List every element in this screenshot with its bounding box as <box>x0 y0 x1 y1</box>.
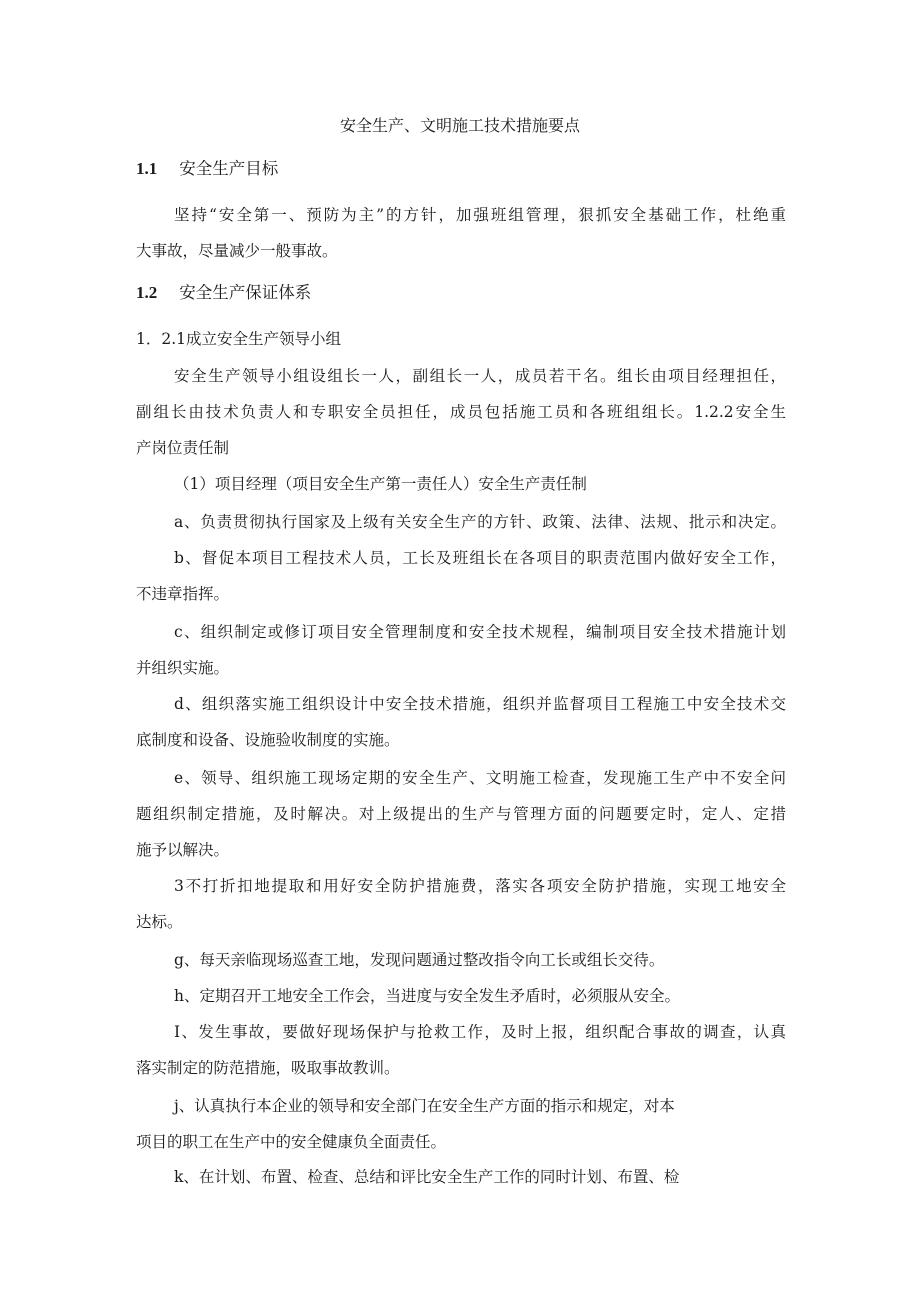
paragraph-line: 施予以解决。 <box>136 841 230 859</box>
section-heading-1-2 <box>136 282 311 304</box>
list-item: c、组织制定或修订项目安全管理制度和安全技术规程，编制项目安全技术措施计划 <box>174 623 786 641</box>
section-number: 1.2 <box>136 283 158 302</box>
list-item: d、组织落实施工组织设计中安全技术措施，组织并监督项目工程施工中安全技术交 <box>174 695 786 713</box>
paragraph-line: 并组织实施。 <box>136 659 230 677</box>
list-item: e、领导、组织施工现场定期的安全生产、文明施工检查，发现施工生产中不安全问 <box>174 769 786 787</box>
paragraph-line: 落实制定的防范措施，吸取事故教训。 <box>136 1059 400 1077</box>
list-item: b、督促本项目工程技术人员，工长及班组长在各项目的职责范围内做好安全工作， <box>174 549 786 567</box>
paragraph-line: 底制度和设备、设施验收制度的实施。 <box>136 731 400 749</box>
list-item: a、负责贯彻执行国家及上级有关安全生产的方针、政策、法律、法规、批示和决定。 <box>174 513 786 531</box>
list-item: j、认真执行本企业的领导和安全部门在安全生产方面的指示和规定，对本 <box>174 1097 675 1115</box>
list-item-heading: （1）项目经理（项目安全生产第一责任人）安全生产责任制 <box>174 475 587 493</box>
paragraph-line: 坚持“安全第一、预防为主”的方针，加强班组管理，狠抓安全基础工作，杜绝重 <box>174 206 786 224</box>
section-number: 1.1 <box>136 159 158 178</box>
paragraph-line: 题组织制定措施，及时解决。对上级提出的生产与管理方面的问题要定时，定人、定措 <box>136 805 786 823</box>
list-item: I、发生事故，要做好现场保护与抢救工作，及时上报，组织配合事故的调查，认真 <box>174 1023 786 1041</box>
paragraph-line: 达标。 <box>136 913 183 931</box>
section-label: 安全生产目标 <box>179 159 279 178</box>
paragraph-line: 大事故，尽量减少一般事故。 <box>136 242 338 260</box>
paragraph-line: 项目的职工在生产中的安全健康负全面责任。 <box>136 1133 447 1151</box>
section-label: 安全生产保证体系 <box>179 283 312 302</box>
section-heading-1-1 <box>136 158 278 180</box>
document-title: 安全生产、文明施工技术措施要点 <box>339 116 580 135</box>
list-item: g、每天亲临现场巡查工地，发现问题通过整改指令向工长或组长交待。 <box>174 951 665 969</box>
paragraph-line: 产岗位责任制 <box>136 439 230 457</box>
paragraph-line: 安全生产领导小组设组长一人，副组长一人，成员若干名。组长由项目经理担任， <box>174 367 786 385</box>
paragraph-line: 不违章指挥。 <box>136 585 230 603</box>
list-item: 3不打折扣地提取和用好安全防护措施费，落实各项安全防护措施，实现工地安全 <box>174 877 786 895</box>
list-item: h、定期召开工地安全工作会，当进度与安全发生矛盾时，必须服从安全。 <box>174 987 680 1005</box>
paragraph-line: 副组长由技术负责人和专职安全员担任，成员包括施工员和各班组组长。1.2.2安全生 <box>136 403 786 421</box>
subsection-heading: 1．2.1成立安全生产领导小组 <box>136 330 342 348</box>
list-item: k、在计划、布置、检查、总结和评比安全生产工作的同时计划、布置、检 <box>174 1168 680 1186</box>
